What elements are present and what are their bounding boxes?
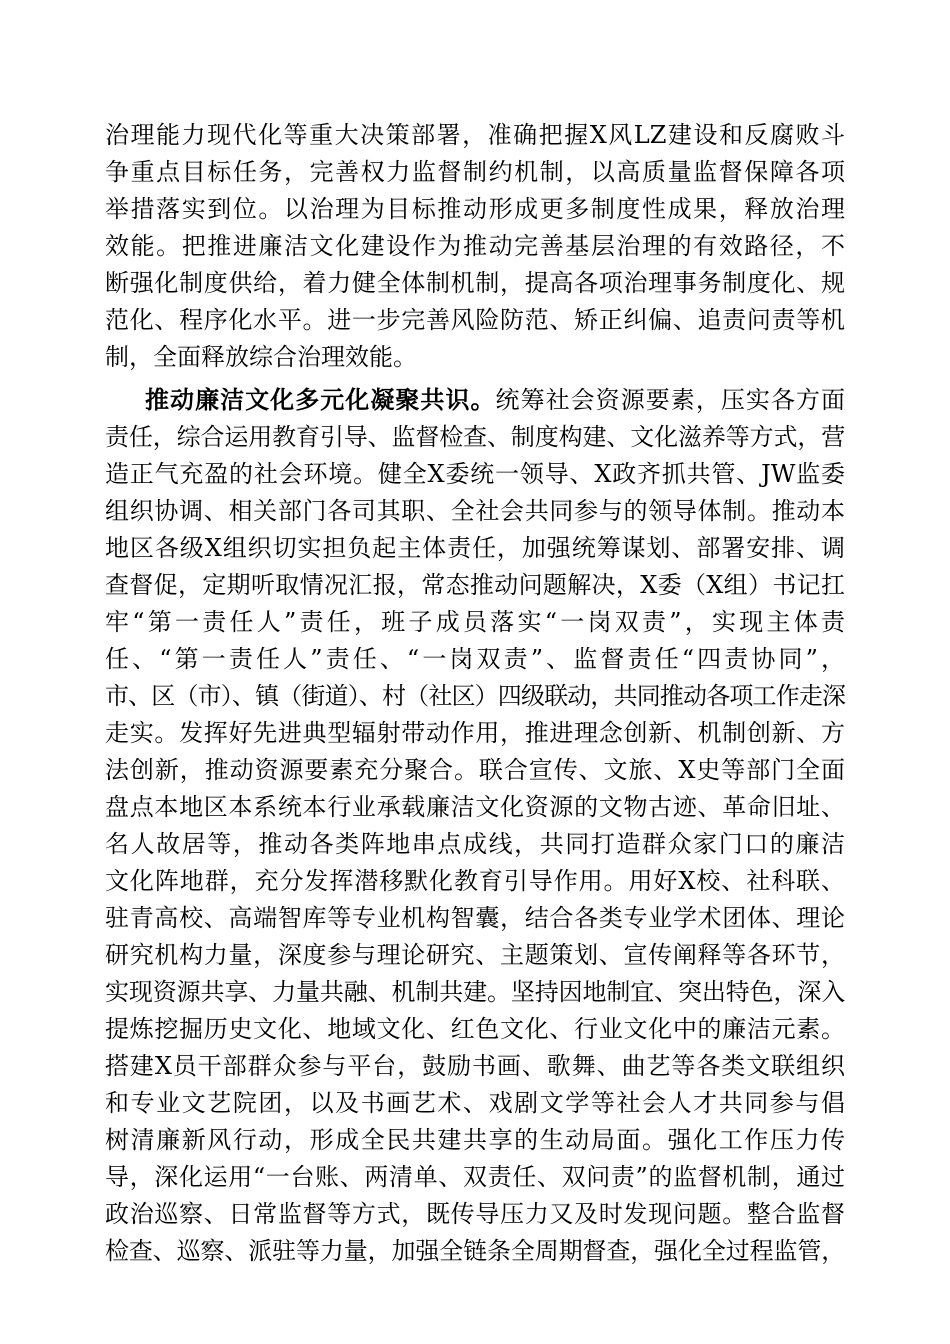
text-line: 检查、巡察、派驻等力量，加强全链条全周期督查，强化全过程监管， — [105, 1237, 845, 1265]
text-line: 任、“第一责任人”责任、“一岗双责”、监督责任“四责协同”， — [105, 645, 845, 673]
text-line: 责任，综合运用教育引导、监督检查、制度构建、文化滋养等方式，营 — [105, 423, 845, 451]
text-line: 导，深化运用“一台账、两清单、双责任、双问责”的监督机制，通过 — [105, 1163, 845, 1191]
text-line: 地区各级X组织切实担负起主体责任，加强统筹谋划、部署安排、调 — [105, 534, 845, 562]
text-line: 争重点目标任务，完善权力监督制约机制，以高质量监督保障各项 — [105, 158, 845, 186]
text-line: 树清廉新风行动，形成全民共建共享的生动局面。强化工作压力传 — [105, 1126, 845, 1154]
text-line: 名人故居等，推动各类阵地串点成线，共同打造群众家门口的廉洁 — [105, 830, 845, 858]
text-line: 造正气充盈的社会环境。健全X委统一领导、X政齐抓共管、JW监委 — [105, 460, 845, 488]
text-line: 盘点本地区本系统本行业承载廉洁文化资源的文物古迹、革命旧址、 — [105, 793, 845, 821]
text-line: 实现资源共享、力量共融、机制共建。坚持因地制宜、突出特色，深入 — [105, 978, 845, 1006]
text-line: 断强化制度供给，着力健全体制机制，提高各项治理事务制度化、规 — [105, 269, 845, 297]
text-line: 举措落实到位。以治理为目标推动形成更多制度性成果，释放治理 — [105, 195, 845, 223]
text-line: 研究机构力量，深度参与理论研究、主题策划、宣传阐释等各环节， — [105, 941, 845, 969]
text-line: 查督促，定期听取情况汇报，常态推动问题解决，X委（X组）书记扛 — [105, 571, 845, 599]
text-line: 治理能力现代化等重大决策部署，准确把握X风LZ建设和反腐败斗 — [105, 121, 845, 149]
text-line: 法创新，推动资源要素充分聚合。联合宣传、文旅、X史等部门全面 — [105, 756, 845, 784]
text-line: 组织协调、相关部门各司其职、全社会共同参与的领导体制。推动本 — [105, 497, 845, 525]
first-line-text: 统筹社会资源要素，压实各方面 — [495, 386, 846, 414]
text-line: 和专业文艺院团，以及书画艺术、戏剧文学等社会人才共同参与倡 — [105, 1089, 845, 1117]
text-line: 牢“第一责任人”责任，班子成员落实“一岗双责”，实现主体责 — [105, 608, 845, 636]
text-line-first — [145, 380, 845, 420]
text-line: 范化、程序化水平。进一步完善风险防范、矫正纠偏、追责问责等机 — [105, 306, 845, 334]
text-line: 驻青高校、高端智库等专业机构智囊，结合各类专业学术团体、理论 — [105, 904, 845, 932]
text-line: 效能。把推进廉洁文化建设作为推动完善基层治理的有效路径，不 — [105, 232, 845, 260]
text-line: 搭建X员干部群众参与平台，鼓励书画、歌舞、曲艺等各类文联组织 — [105, 1052, 845, 1080]
text-line: 制，全面释放综合治理效能。 — [105, 343, 417, 371]
text-line: 文化阵地群，充分发挥潜移默化教育引导作用。用好X校、社科联、 — [105, 867, 845, 895]
text-line: 市、区（市）、镇（街道）、村（社区）四级联动，共同推动各项工作走深 — [105, 682, 845, 710]
text-line: 提炼挖掘历史文化、地域文化、红色文化、行业文化中的廉洁元素。 — [105, 1015, 845, 1043]
paragraph-heading: 推动廉洁文化多元化凝聚共识。 — [145, 386, 496, 414]
text-line: 走实。发挥好先进典型辐射带动作用，推进理念创新、机制创新、方 — [105, 719, 845, 747]
text-line: 政治巡察、日常监督等方式，既传导压力又及时发现问题。整合监督 — [105, 1200, 845, 1228]
